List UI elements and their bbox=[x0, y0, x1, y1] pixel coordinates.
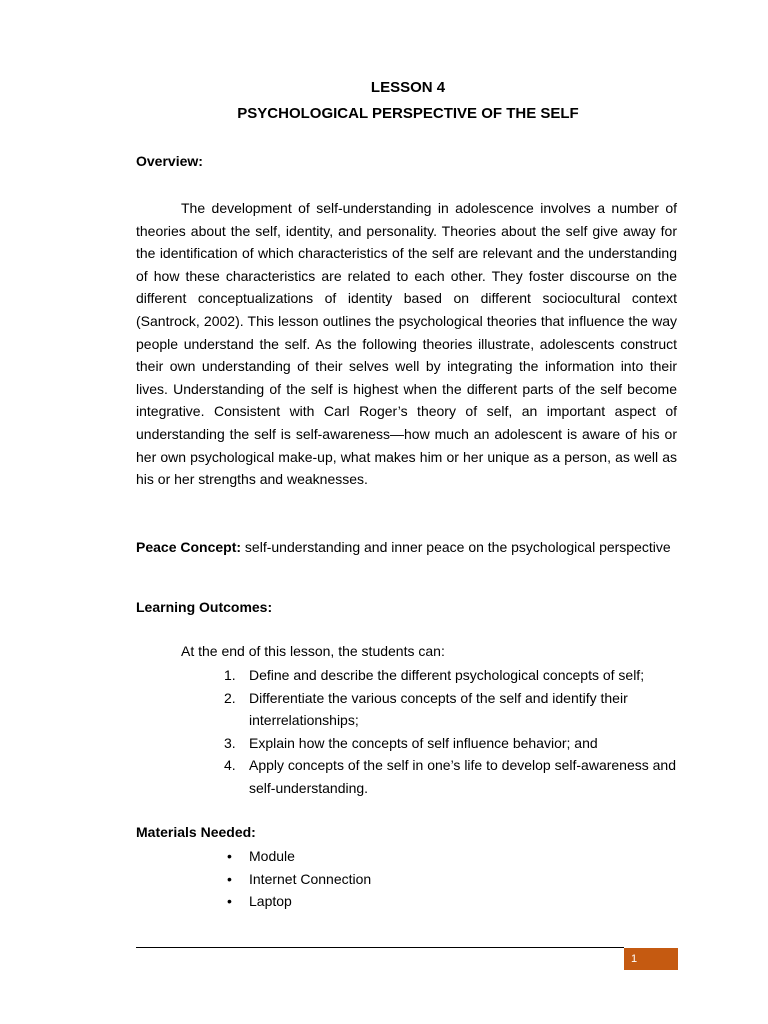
list-item-number: 4. bbox=[224, 757, 236, 774]
peace-concept-label: Peace Concept: bbox=[136, 539, 242, 555]
list-item bbox=[224, 687, 684, 732]
list-item-text: Apply concepts of the self in one’s life to develop self-awareness and self-understanding. bbox=[249, 757, 676, 796]
learning-outcomes-intro: At the end of this lesson, the students can: bbox=[181, 643, 445, 659]
overview-heading: Overview: bbox=[136, 153, 203, 169]
bullet-icon: • bbox=[227, 893, 232, 910]
list-item-number: 1. bbox=[224, 667, 236, 683]
bullet-icon: • bbox=[227, 848, 232, 864]
list-item-text: Define and describe the different psychological concepts of self; bbox=[249, 667, 645, 683]
bullet-icon: • bbox=[227, 870, 232, 887]
materials-list bbox=[224, 845, 371, 913]
list-item-text: Laptop bbox=[249, 893, 292, 910]
learning-outcomes-heading: Learning Outcomes: bbox=[136, 599, 273, 615]
list-item-text: Differentiate the various concepts of the self and identify their interrelationships; bbox=[249, 689, 628, 729]
list-item bbox=[224, 732, 684, 755]
lesson-number: LESSON 4 bbox=[370, 79, 446, 96]
list-item-text: Module bbox=[249, 848, 295, 864]
list-item bbox=[224, 754, 684, 799]
peace-concept bbox=[136, 536, 677, 559]
list-item bbox=[224, 664, 684, 687]
list-item bbox=[224, 868, 371, 891]
learning-outcomes-list bbox=[224, 664, 684, 800]
lesson-title: PSYCHOLOGICAL PERSPECTIVE OF THE SELF bbox=[237, 105, 579, 122]
peace-concept-text: self-understanding and inner peace on the psychological perspective bbox=[241, 539, 671, 555]
list-item-text: Internet Connection bbox=[249, 870, 372, 887]
page-number: 1 bbox=[624, 948, 678, 970]
list-item-text: Explain how the concepts of self influence behavior; and bbox=[249, 734, 598, 751]
list-item-number: 3. bbox=[224, 734, 236, 751]
list-item bbox=[224, 890, 371, 913]
footer-rule bbox=[136, 947, 624, 948]
overview-paragraph: The development of self-understanding in adolescence involves a number of theories about the self, identity, and personality. Theories about the self give away for the identification of which characteristics of the self are relevant and the understanding of how these characteristics are related to each other. They foster discourse on the different conceptualizations of identity based on different sociocultural context (Santrock, 2002). This lesson outlines the psychological theories that influence the way people understand the self. As the following theories illustrate, adolescents construct their own understanding of their selves well by integrating the information into their lives. Understanding of the self is highest when the different parts of the self become integrative. Consistent with Carl Roger’s theory of self, an important aspect of understanding the self is self-awareness—how much an adolescent is aware of his or her own psychological make-up, what makes him or her unique as a person, as well as his or her strengths and weaknesses. bbox=[136, 200, 677, 488]
list-item bbox=[224, 845, 371, 868]
list-item-number: 2. bbox=[224, 689, 236, 706]
materials-heading: Materials Needed: bbox=[136, 824, 256, 840]
